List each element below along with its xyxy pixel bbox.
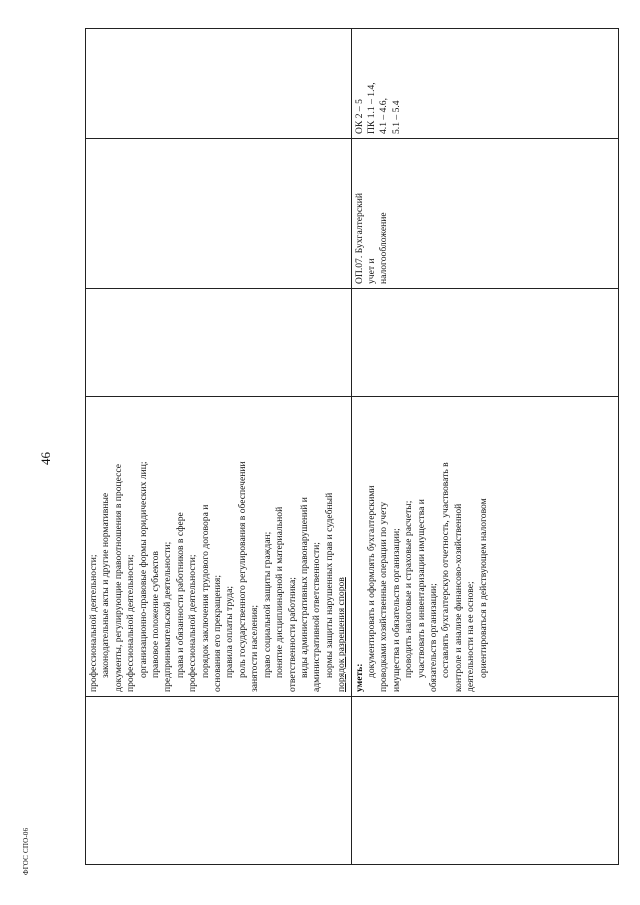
skills-line: деятельности на ее основе; [465, 581, 477, 692]
knowledge-line: понятие дисциплинарной и материальной [274, 506, 286, 678]
knowledge-line: профессиональной деятельности; [187, 554, 199, 692]
skills-line: имущества и обязательств организации; [390, 528, 402, 692]
cell-empty [86, 697, 352, 865]
knowledge-line: роль государственного регулирования в обеспечении [236, 461, 248, 678]
skills-line: составлять бухгалтерскую отчетность, участвовать в [440, 462, 452, 678]
curriculum-table [85, 28, 619, 865]
knowledge-line: документы, регулирующие правоотношения в процессе [112, 463, 124, 692]
knowledge-line: порядок разрешения споров [336, 577, 348, 692]
cell-skills [351, 397, 618, 697]
knowledge-line: нормы защиты нарушенных прав и судебный [323, 492, 335, 678]
skills-line: ориентироваться в действующем налоговом [477, 498, 489, 678]
knowledge-line: организационно-правовые формы юридических лиц; [137, 461, 149, 678]
skills-line: проводками хозяйственные операции по учету [378, 501, 390, 692]
skills-line: документировать и оформлять бухгалтерскими [365, 485, 377, 678]
discipline-line: учет и [365, 258, 377, 284]
page-number: 46 [38, 452, 53, 465]
cell-empty [86, 289, 352, 397]
knowledge-line: виды административных правонарушений и [298, 497, 310, 678]
skills-line: обязательств организации; [427, 583, 439, 692]
knowledge-line: права и обязанности работников в сфере [174, 512, 186, 678]
knowledge-line: правовое положение субъектов [150, 551, 162, 678]
knowledge-line: основания его прекращения; [212, 574, 224, 692]
knowledge-line: административной ответственности; [311, 542, 323, 692]
skills-line: участвовать в инвентаризации имущества и [415, 499, 427, 678]
knowledge-line: порядок заключения трудового договора и [199, 504, 211, 678]
skills-line: проводить налоговые и страховые расчеты; [403, 500, 415, 678]
table-row [86, 29, 352, 865]
table-row [351, 29, 618, 865]
knowledge-line: законодательные акты и другие нормативные [100, 492, 112, 678]
skills-line: контроле и анализе финансово-хозяйственной [452, 503, 464, 692]
knowledge-line: профессиональной деятельности; [88, 554, 99, 692]
knowledge-line: занятости населения; [249, 604, 261, 692]
cell-empty [351, 697, 618, 865]
footer-code: ФГОС СПО-06 [22, 827, 30, 875]
knowledge-line: предпринимательской деятельности; [162, 541, 174, 692]
cell-empty [351, 289, 618, 397]
skills-heading: уметь: [353, 663, 365, 692]
competency-line: 4.1 – 4.6, [378, 98, 390, 134]
cell-competencies [351, 29, 618, 139]
knowledge-line: право социальной защиты граждан; [261, 531, 273, 678]
cell-knowledge [86, 397, 352, 697]
cell-discipline [351, 139, 618, 289]
cell-empty [86, 29, 352, 139]
discipline-line: налогообложение [378, 212, 390, 284]
knowledge-line: профессиональной деятельности; [125, 554, 137, 692]
competency-line: 5.1 – 5.4 [390, 100, 402, 134]
competency-line: ПК 1.1 – 1.4, [365, 82, 377, 134]
knowledge-line: ответственности работника; [286, 577, 298, 692]
knowledge-line: правила оплаты труда; [224, 585, 236, 678]
cell-empty [86, 139, 352, 289]
competency-line: ОК 2 – 5 [353, 99, 365, 134]
discipline-line: ОП.07. Бухгалтерский [353, 192, 365, 284]
